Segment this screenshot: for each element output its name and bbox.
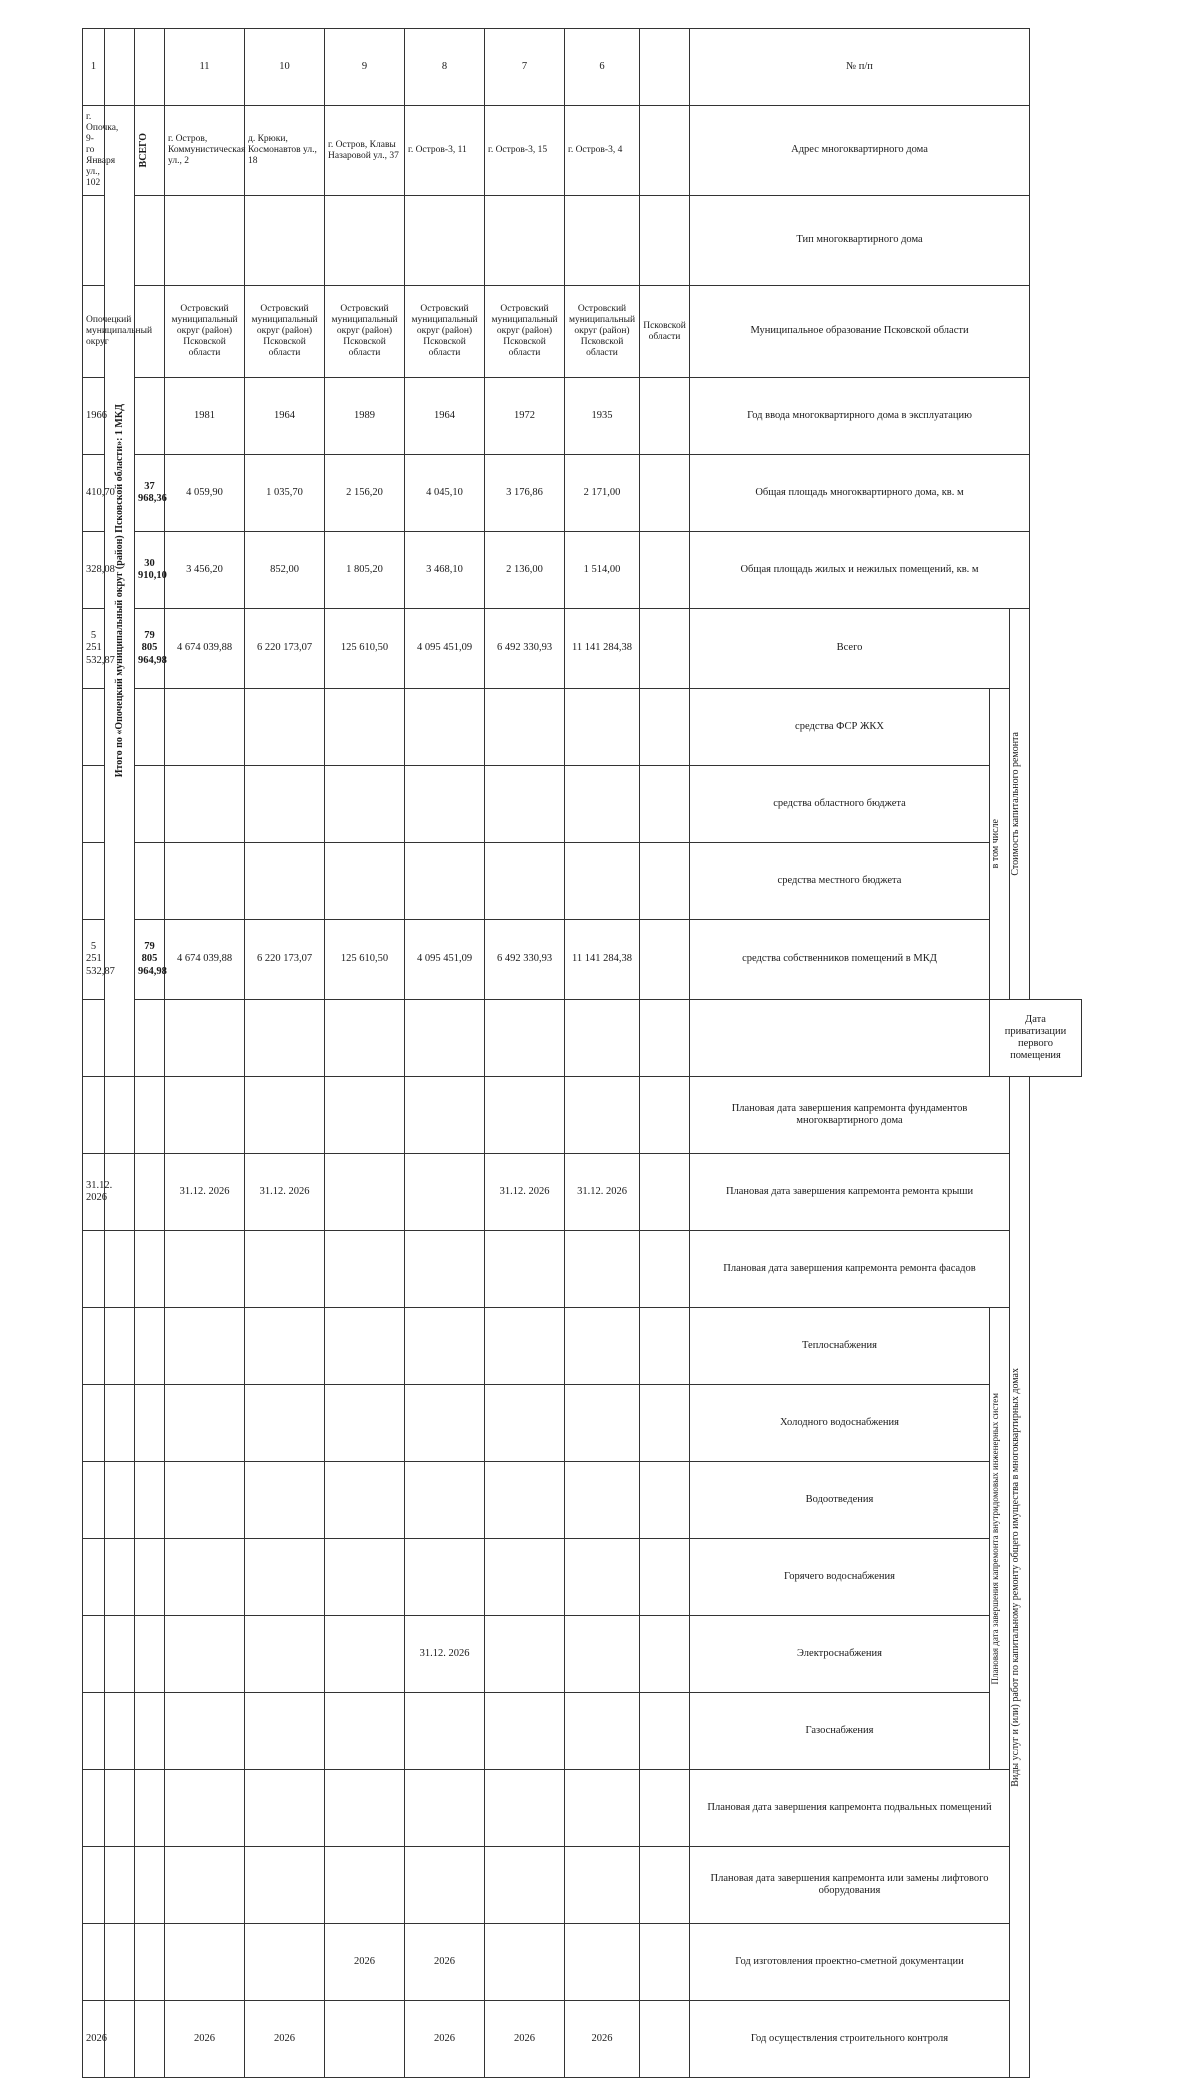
cell-year-8: 1964 bbox=[405, 378, 485, 455]
main-table bbox=[82, 28, 1082, 2078]
cell-area-last: 410,70 bbox=[83, 455, 105, 532]
cell-owners-10: 6 220 173,07 bbox=[245, 920, 325, 1000]
cell-design-11 bbox=[165, 1924, 245, 2001]
cell-cost-6: 11 141 284,38 bbox=[565, 609, 640, 689]
cell-num-9: 9 bbox=[325, 29, 405, 106]
cell-design-7 bbox=[485, 1924, 565, 2001]
cell-control-10: 2026 bbox=[245, 2001, 325, 2078]
hdr-facade: Плановая дата завершения капремонта ремонта фасадов bbox=[690, 1231, 1010, 1308]
cell-address-8: г. Остров-3, 11 bbox=[405, 106, 485, 196]
hdr-living-area: Общая площадь жилых и нежилых помещений, кв. м bbox=[690, 532, 1030, 609]
total-owners: 79 805 964,98 bbox=[135, 920, 165, 1000]
hdr-elevator: Плановая дата завершения капремонта или замены лифтового оборудования bbox=[690, 1847, 1010, 1924]
cell-muni-10: Островский муниципальный округ (район) Псковской области bbox=[245, 286, 325, 378]
cell-electric-6 bbox=[565, 1616, 640, 1693]
hdr-cost-group: Стоимость капитального ремонта bbox=[1010, 609, 1030, 1000]
cell-owners-11: 4 674 039,88 bbox=[165, 920, 245, 1000]
cell-control-9 bbox=[325, 2001, 405, 2078]
cell-year-10: 1964 bbox=[245, 378, 325, 455]
cell-year-7: 1972 bbox=[485, 378, 565, 455]
cell-area-7: 3 176,86 bbox=[485, 455, 565, 532]
cell-owners-9: 125 610,50 bbox=[325, 920, 405, 1000]
cell-design-8: 2026 bbox=[405, 1924, 485, 2001]
cell-area-10: 1 035,70 bbox=[245, 455, 325, 532]
hdr-design-year: Год изготовления проектно-сметной документации bbox=[690, 1924, 1010, 2001]
subtotal-label: Итого по «Опочецкий муниципальный округ (район) Псковской области»: 1 МКД bbox=[105, 106, 135, 1077]
cell-address-last: г. Опочка, 9-го Января ул., 102 bbox=[83, 106, 105, 196]
cell-roof-6: 31.12. 2026 bbox=[565, 1154, 640, 1231]
hdr-fsr: средства ФСР ЖКХ bbox=[690, 689, 990, 766]
total-label: ВСЕГО bbox=[135, 106, 165, 196]
cell-owners-6: 11 141 284,38 bbox=[565, 920, 640, 1000]
cell-roof-10: 31.12. 2026 bbox=[245, 1154, 325, 1231]
cell-control-8: 2026 bbox=[405, 2001, 485, 2078]
hdr-control-year: Год осуществления строительного контроля bbox=[690, 2001, 1010, 2078]
cell-living-8: 3 468,10 bbox=[405, 532, 485, 609]
hdr-engineering-group: Плановая дата завершения капремонта внутридомовых инженерных систем bbox=[990, 1308, 1010, 1770]
hdr-sewer: Водоотведения bbox=[690, 1462, 990, 1539]
cell-control-7: 2026 bbox=[485, 2001, 565, 2078]
cell-muni-6: Островский муниципальный округ (район) Псковской области bbox=[565, 286, 640, 378]
cell-num-8: 8 bbox=[405, 29, 485, 106]
cell-living-11: 3 456,20 bbox=[165, 532, 245, 609]
cell-electric-7 bbox=[485, 1616, 565, 1693]
hdr-incl: в том числе bbox=[990, 689, 1010, 1000]
cell-roof-7: 31.12. 2026 bbox=[485, 1154, 565, 1231]
hdr-local: средства местного бюджета bbox=[690, 843, 990, 920]
cell-design-10 bbox=[245, 1924, 325, 2001]
cell-electric-9 bbox=[325, 1616, 405, 1693]
hdr-cost-total: Всего bbox=[690, 609, 1010, 689]
cell-area-6: 2 171,00 bbox=[565, 455, 640, 532]
hdr-foundation: Плановая дата завершения капремонта фундаментов многоквартирного дома bbox=[690, 1077, 1010, 1154]
cell-num-last: 1 bbox=[83, 29, 105, 106]
cell-cost-9: 125 610,50 bbox=[325, 609, 405, 689]
hdr-owners: средства собственников помещений в МКД bbox=[690, 920, 990, 1000]
cell-address-10: д. Крюки, Космонавтов ул., 18 bbox=[245, 106, 325, 196]
total-living: 30 910,10 bbox=[135, 532, 165, 609]
cell-electric-11 bbox=[165, 1616, 245, 1693]
cell-area-9: 2 156,20 bbox=[325, 455, 405, 532]
cell-num-11: 11 bbox=[165, 29, 245, 106]
cell-owners-last: 5 251 532,87 bbox=[83, 920, 105, 1000]
hdr-municipality: Муниципальное образование Псковской области bbox=[690, 286, 1030, 378]
hdr-heating: Теплоснабжения bbox=[690, 1308, 990, 1385]
cell-living-7: 2 136,00 bbox=[485, 532, 565, 609]
cell-cost-11: 4 674 039,88 bbox=[165, 609, 245, 689]
hdr-num: № п/п bbox=[690, 29, 1030, 106]
cell-living-6: 1 514,00 bbox=[565, 532, 640, 609]
cell-electric-8: 31.12. 2026 bbox=[405, 1616, 485, 1693]
cell-roof-11: 31.12. 2026 bbox=[165, 1154, 245, 1231]
total-cost: 79 805 964,98 bbox=[135, 609, 165, 689]
hdr-electric: Электроснабжения bbox=[690, 1616, 990, 1693]
hdr-works-group: Виды услуг и (или) работ по капитальному ремонту общего имущества в многоквартирных домах bbox=[1010, 1077, 1030, 2078]
cell-control-6: 2026 bbox=[565, 2001, 640, 2078]
cell-num-10: 10 bbox=[245, 29, 325, 106]
hdr-cold-water: Холодного водоснабжения bbox=[690, 1385, 990, 1462]
cell-cost-7: 6 492 330,93 bbox=[485, 609, 565, 689]
cell-year-last: 1966 bbox=[83, 378, 105, 455]
cell-num-6: 6 bbox=[565, 29, 640, 106]
hdr-total-area: Общая площадь многоквартирного дома, кв. м bbox=[690, 455, 1030, 532]
cell-cost-last: 5 251 532,87 bbox=[83, 609, 105, 689]
cell-roof-8 bbox=[405, 1154, 485, 1231]
cell-cost-10: 6 220 173,07 bbox=[245, 609, 325, 689]
cell-roof-last: 31.12. 2026 bbox=[83, 1154, 105, 1231]
cell-muni-7: Островский муниципальный округ (район) Псковской области bbox=[485, 286, 565, 378]
hdr-privatization: Дата приватизации первого помещения bbox=[990, 1000, 1082, 1077]
hdr-gas: Газоснабжения bbox=[690, 1693, 990, 1770]
hdr-hot-water: Горячего водоснабжения bbox=[690, 1539, 990, 1616]
cell-address-7: г. Остров-3, 15 bbox=[485, 106, 565, 196]
cell-control-11: 2026 bbox=[165, 2001, 245, 2078]
hdr-address: Адрес многоквартирного дома bbox=[690, 106, 1030, 196]
cell-area-8: 4 045,10 bbox=[405, 455, 485, 532]
cell-control-last: 2026 bbox=[83, 2001, 105, 2078]
cell-living-9: 1 805,20 bbox=[325, 532, 405, 609]
cell-address-11: г. Остров, Коммунистическая ул., 2 bbox=[165, 106, 245, 196]
cell-design-9: 2026 bbox=[325, 1924, 405, 2001]
cell-muni-8: Островский муниципальный округ (район) Псковской области bbox=[405, 286, 485, 378]
hdr-year: Год ввода многоквартирного дома в эксплуатацию bbox=[690, 378, 1030, 455]
cell-electric-10 bbox=[245, 1616, 325, 1693]
cell-owners-7: 6 492 330,93 bbox=[485, 920, 565, 1000]
cell-owners-8: 4 095 451,09 bbox=[405, 920, 485, 1000]
hdr-basement: Плановая дата завершения капремонта подвальных помещений bbox=[690, 1770, 1010, 1847]
cell-muni-9: Островский муниципальный округ (район) Псковской области bbox=[325, 286, 405, 378]
cell-year-6: 1935 bbox=[565, 378, 640, 455]
cell-design-6 bbox=[565, 1924, 640, 2001]
hdr-regional: средства областного бюджета bbox=[690, 766, 990, 843]
hdr-roof: Плановая дата завершения капремонта ремонта крыши bbox=[690, 1154, 1010, 1231]
cell-living-10: 852,00 bbox=[245, 532, 325, 609]
cell-muni-top: Псковской области bbox=[640, 286, 690, 378]
cell-year-9: 1989 bbox=[325, 378, 405, 455]
cell-living-last: 328,08 bbox=[83, 532, 105, 609]
cell-muni-last: Опочецкий муниципальный округ bbox=[83, 286, 105, 378]
cell-address-6: г. Остров-3, 4 bbox=[565, 106, 640, 196]
cell-year-11: 1981 bbox=[165, 378, 245, 455]
hdr-type: Тип многоквартирного дома bbox=[690, 196, 1030, 286]
cell-area-11: 4 059,90 bbox=[165, 455, 245, 532]
cell-roof-9 bbox=[325, 1154, 405, 1231]
cell-cost-8: 4 095 451,09 bbox=[405, 609, 485, 689]
total-area: 37 968,36 bbox=[135, 455, 165, 532]
cell-address-9: г. Остров, Клавы Назаровой ул., 37 bbox=[325, 106, 405, 196]
cell-num-7: 7 bbox=[485, 29, 565, 106]
cell-muni-11: Островский муниципальный округ (район) Псковской области bbox=[165, 286, 245, 378]
